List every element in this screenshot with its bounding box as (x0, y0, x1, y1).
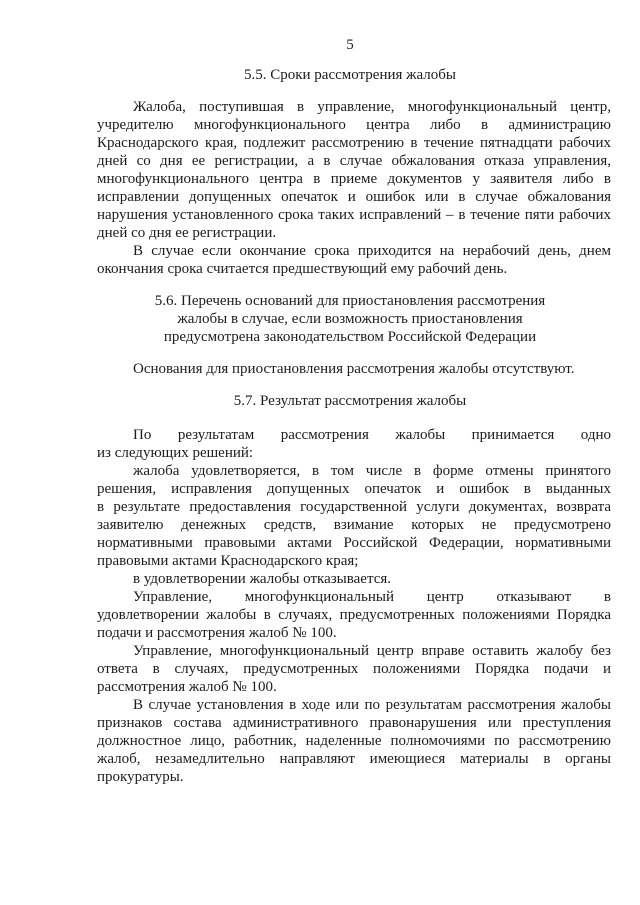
section-5-5-para-line: Жалоба, поступившая в управление, многофункциональный центр, (133, 99, 611, 115)
section-5-5-para-line: исправлении допущенных опечаток и ошибок или в случае обжалования (97, 189, 611, 205)
decision-2: в удовлетворении жалобы отказывается. (133, 571, 391, 587)
section-5-6-heading-line: предусмотрена законодательством Российской Федерации (163, 329, 537, 345)
section-5-5-para2-line: В случае если окончание срока приходится на нерабочий день, днем (133, 243, 611, 259)
no-answer-para-line: рассмотрения жалоб № 100. (97, 679, 277, 695)
intro-word: рассмотрения (280, 427, 369, 443)
section-5-6-heading-line: 5.6. Перечень оснований для приостановления рассмотрения (154, 293, 546, 309)
section-5-5-para2-line: окончания срока считается предшествующий ему рабочий день. (97, 261, 508, 277)
section-5-7-intro-line: из следующих решений: (97, 445, 254, 461)
section-5-5-para-line: Краснодарского края, подлежит рассмотрению в течение пятнадцати рабочих (97, 135, 611, 151)
refuse-word: Управление, (133, 589, 212, 605)
decision-1-line: нормативными правовыми актами Российской Федерации, нормативными (97, 535, 611, 551)
section-5-6-heading-line: жалобы в случае, если возможность приостановления (177, 311, 523, 327)
prosecutor-para-line: жалоб, незамедлительно направляют имеющиеся материалы в органы (97, 751, 611, 767)
refuse-word: многофункциональный (244, 589, 395, 605)
prosecutor-para-line: признаков состава административного правонарушения или преступления (97, 715, 611, 731)
refuse-para-line: удовлетворении жалобы в случаях, предусмотренных положениями Порядка (97, 607, 611, 623)
decision-1-line: в результате предоставления государственной услуги документах, возврата (97, 499, 611, 515)
decision-1-line: заявителю денежных средств, взимание которых не предусмотрено (97, 517, 611, 533)
refuse-word: центр (426, 589, 464, 605)
section-5-5-para-line: учредителю многофункционального центра либо в администрацию (97, 117, 611, 133)
decision-1-line: решения, исправления допущенных опечаток и ошибок в выданных (97, 481, 611, 497)
section-5-5-heading: 5.5. Сроки рассмотрения жалобы (243, 67, 457, 83)
prosecutor-para-line: должностное лицо, работник, наделенные полномочиями по рассмотрению (97, 733, 611, 749)
refuse-word: отказывают (496, 589, 572, 605)
prosecutor-para-line: прокуратуры. (97, 769, 184, 785)
prosecutor-para-line: В случае установления в ходе или по результатам рассмотрения жалобы (133, 697, 611, 713)
intro-word: результатам (177, 427, 255, 443)
section-5-7-heading: 5.7. Результат рассмотрения жалобы (233, 393, 467, 409)
no-answer-para-line: ответа в случаях, предусмотренных положениями Порядка подачи и (97, 661, 611, 677)
intro-word: жалобы (395, 427, 446, 443)
decision-1-line: жалоба удовлетворяется, в том числе в форме отмены принятого (133, 463, 611, 479)
section-5-5-para-line: нарушения установленного срока таких исправлений – в течение пяти рабочих (97, 207, 611, 223)
intro-word: одно (580, 427, 611, 443)
decision-1-line: правовыми актами Краснодарского края; (97, 553, 359, 569)
section-5-6-para: Основания для приостановления рассмотрения жалобы отсутствуют. (133, 361, 575, 377)
section-5-5-para-line: многофункционального центра в приеме документов у заявителя либо в (97, 171, 611, 187)
refuse-para-line: подачи и рассмотрения жалоб № 100. (97, 625, 337, 641)
section-5-7-intro-line (133, 426, 611, 444)
section-5-5-para-line: дней со дня ее регистрации, а в случае обжалования отказа управления, (97, 153, 611, 169)
intro-word: По (133, 427, 152, 443)
section-5-5-para-line: дней со дня ее регистрации. (97, 225, 277, 241)
refuse-word: в (603, 589, 611, 605)
refuse-para-line (133, 588, 611, 606)
intro-word: принимается (471, 427, 555, 443)
page-number: 5 (346, 37, 354, 53)
no-answer-para-line: Управление, многофункциональный центр вправе оставить жалобу без (133, 643, 611, 659)
